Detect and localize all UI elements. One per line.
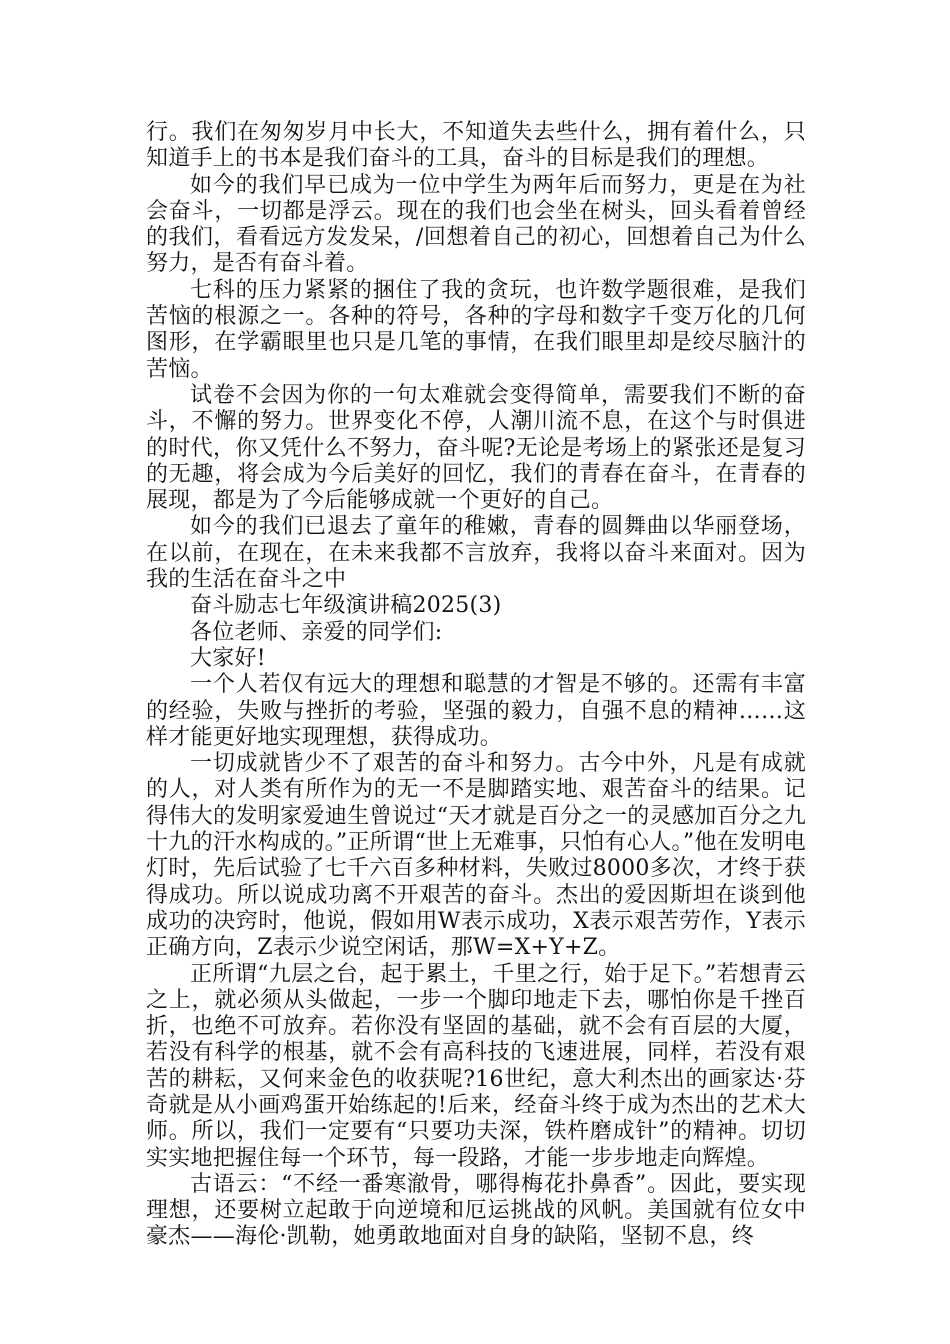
paragraph: 七科的压力紧紧的捆住了我的贪玩，也许数学题很难，是我们苦恼的根源之一。各种的符号，各种的字母和数字千变万化的几何图形，在学霸眼里也只是几笔的事情，在我们眼里却是绞尽脑汁的苦恼。 <box>146 277 806 382</box>
paragraph: 古语云：“不经一番寒澈骨，哪得梅花扑鼻香”。因此，要实现理想，还要树立起敢于向逆境和厄运挑战的风帆。美国就有位女中豪杰——海伦·凯勒，她勇敢地面对自身的缺陷，坚韧不息，终 <box>146 1171 806 1250</box>
paragraph: 正所谓“九层之台，起于累土，千里之行，始于足下。”若想青云之上，就必须从头做起，一步一个脚印地走下去，哪怕你是千挫百折，也绝不可放弃。若你没有坚固的基础，就不会有百层的大厦，若没有科学的根基，就不会有高科技的飞速进展，同样，若没有艰苦的耕耘，又何来金色的收获呢?16世纪，意大利杰出的画家达·芬奇就是从小画鸡蛋开始练起的!后来，经奋斗终于成为杰出的艺术大师。所以，我们一定要有“只要功夫深，铁杵磨成针”的精神。切切实实地把握住每一个环节，每一段路，才能一步步地走向辉煌。 <box>146 961 806 1171</box>
paragraph: 如今的我们已退去了童年的稚嫩，青春的圆舞曲以华丽登场，在以前，在现在，在未来我都不言放弃，我将以奋斗来面对。因为我的生活在奋斗之中 <box>146 514 806 593</box>
paragraph-continued: 行。我们在匆匆岁月中长大，不知道失去些什么，拥有着什么，只知道手上的书本是我们奋斗的工具，奋斗的目标是我们的理想。 <box>146 120 806 172</box>
paragraph: 如今的我们早已成为一位中学生为两年后而努力，更是在为社会奋斗，一切都是浮云。现在的我们也会坐在树头，回头看着曾经的我们，看看远方发发呆，/回想着自己的初心，回想着自己为什么努力，是否有奋斗着。 <box>146 172 806 277</box>
paragraph: 一切成就皆少不了艰苦的奋斗和努力。古今中外，凡是有成就的人，对人类有所作为的无一不是脚踏实地、艰苦奋斗的结果。记得伟大的发明家爱迪生曾说过“天才就是百分之一的灵感加百分之九十九的汗水构成的。”正所谓“世上无难事，只怕有心人。”他在发明电灯时，先后试验了七千六百多种材料，失败过8000多次，才终于获得成功。所以说成功离不开艰苦的奋斗。杰出的爱因斯坦在谈到他成功的决窍时，他说，假如用W表示成功，X表示艰苦劳作，Y表示正确方向，Z表示少说空闲话，那W=X+Y+Z。 <box>146 751 806 961</box>
greeting: 大家好! <box>190 645 266 671</box>
document-page <box>146 120 806 1251</box>
paragraph: 试卷不会因为你的一句太难就会变得简单，需要我们不断的奋斗，不懈的努力。世界变化不停，人潮川流不息，在这个与时俱进的时代，你又凭什么不努力，奋斗呢?无论是考场上的紧张还是复习的无趣，将会成为今后美好的回忆，我们的青春在奋斗，在青春的展现，都是为了今后能够成就一个更好的自己。 <box>146 382 806 514</box>
paragraph: 一个人若仅有远大的理想和聪慧的才智是不够的。还需有丰富的经验，失败与挫折的考验，坚强的毅力，自强不息的精神……这样才能更好地实现理想，获得成功。 <box>146 672 806 750</box>
speech-title: 奋斗励志七年级演讲稿2025(3) <box>190 593 502 619</box>
salutation: 各位老师、亲爱的同学们: <box>190 619 443 645</box>
